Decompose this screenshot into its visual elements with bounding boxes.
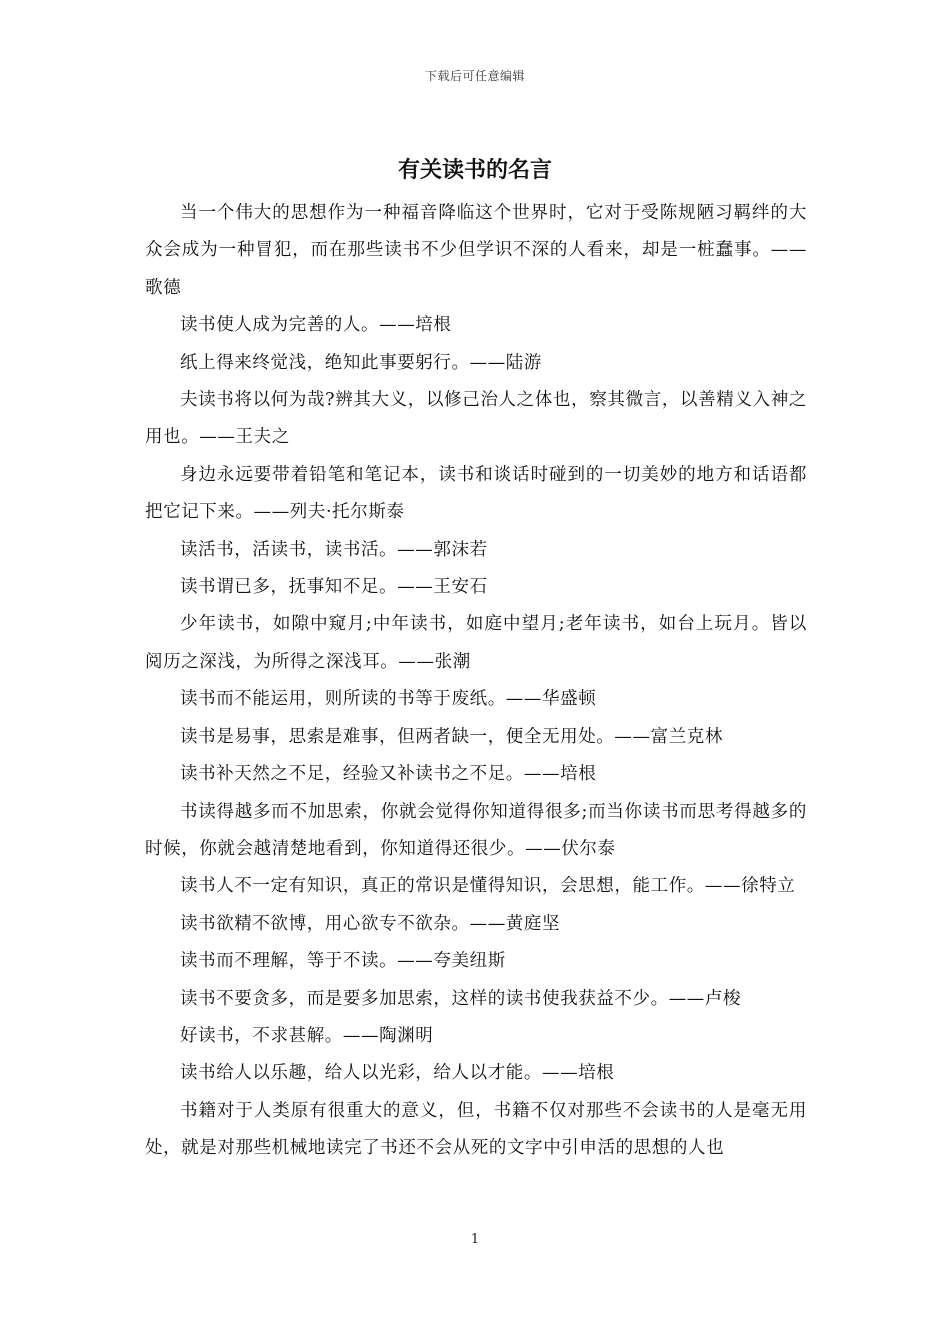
quote-paragraph: 读书而不理解，等于不读。——夸美纽斯 <box>180 951 506 972</box>
quote-paragraph: 读书使人成为完善的人。——培根 <box>180 315 452 336</box>
document-body <box>145 195 807 1168</box>
quote-paragraph: 好读书，不求甚解。——陶渊明 <box>180 1025 434 1046</box>
quote-paragraph: 读活书，活读书，读书活。——郭沫若 <box>180 539 488 560</box>
quote-paragraph: 纸上得来终觉浅，绝知此事要躬行。——陆游 <box>180 352 542 373</box>
quote-paragraph: 当一个伟大的思想作为一种福音降临这个世界时，它对于受陈规陋习羁绊的大众会成为一种冒犯，而在那些读书不少但学识不深的人看来，却是一桩蠢事。——歌德 <box>145 203 807 298</box>
page-number: 1 <box>470 1232 480 1247</box>
quote-paragraph: 书读得越多而不加思索，你就会觉得你知道得很多;而当你读书而思考得越多的时候，你就会越清楚地看到，你知道得还很少。——伏尔泰 <box>145 801 807 859</box>
quote-paragraph: 读书不要贪多，而是要多加思索，这样的读书使我获益不少。——卢梭 <box>180 988 742 1009</box>
header-note: 下载后可任意编辑 <box>424 69 525 83</box>
quote-paragraph: 读书人不一定有知识，真正的常识是懂得知识，会思想，能工作。——徐特立 <box>180 876 796 897</box>
quote-paragraph: 书籍对于人类原有很重大的意义，但，书籍不仅对那些不会读书的人是毫无用处，就是对那些机械地读完了书还不会从死的文字中引申活的思想的人也 <box>145 1100 807 1159</box>
quote-paragraph: 读书谓已多，抚事知不足。——王安石 <box>180 577 488 598</box>
quote-paragraph: 夫读书将以何为哉?辨其大义，以修己治人之体也，察其微言，以善精义入神之用也。——王夫之 <box>145 390 807 448</box>
quote-paragraph: 读书是易事，思索是难事，但两者缺一，便全无用处。——富兰克林 <box>180 726 723 747</box>
quote-paragraph: 读书而不能运用，则所读的书等于废纸。——华盛顿 <box>180 689 597 710</box>
quote-paragraph: 读书补天然之不足，经验又补读书之不足。——培根 <box>180 764 597 785</box>
document-title: 有关读书的名言 <box>397 158 552 183</box>
quote-paragraph: 少年读书，如隙中窥月;中年读书，如庭中望月;老年读书，如台上玩月。皆以阅历之深浅，为所得之深浅耳。——张潮 <box>145 614 807 672</box>
quote-paragraph: 身边永远要带着铅笔和笔记本，读书和谈话时碰到的一切美妙的地方和话语都把它记下来。——列夫·托尔斯泰 <box>145 464 807 523</box>
quote-paragraph: 读书欲精不欲博，用心欲专不欲杂。——黄庭坚 <box>180 913 561 934</box>
quote-paragraph: 读书给人以乐趣，给人以光彩，给人以才能。——培根 <box>180 1063 615 1084</box>
